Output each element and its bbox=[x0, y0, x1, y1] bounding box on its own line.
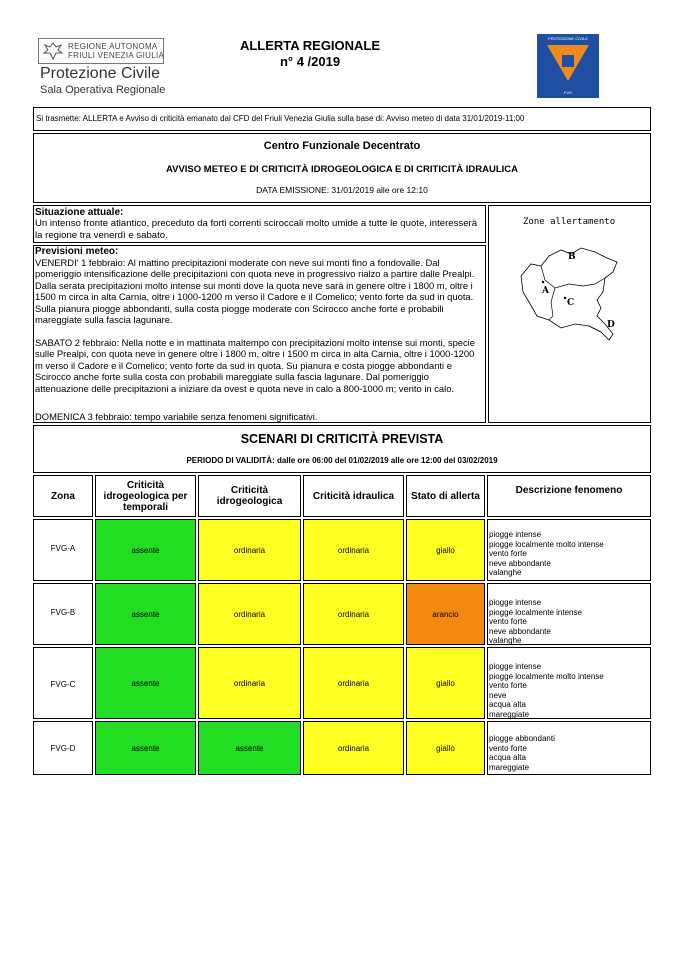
eagle-icon bbox=[42, 41, 64, 61]
table-row-idraulica: ordinaria bbox=[303, 519, 404, 581]
header-idraulica: Criticità idraulica bbox=[303, 475, 404, 517]
region-logo bbox=[38, 38, 166, 98]
cfd-title: Centro Funzionale Decentrato bbox=[263, 140, 421, 152]
scenari-box bbox=[33, 425, 651, 473]
region-line-2: FRIULI VENEZIA GIULIA bbox=[68, 51, 165, 60]
table-row-temporali: assente bbox=[95, 647, 196, 719]
desc-line: vento forte bbox=[489, 743, 527, 753]
forecast-saturday: SABATO 2 febbraio: Nella notte e in mattinata maltempo con precipitazioni molto intense sui monti, specie sulle Prealpi, con quota neve in genere oltre i 1800 m, oltre i 1500 m circa in alta Carnia, oltre i 1000-1200 m verso il Cadore e il Comelico; vento forte da sud in quota. Su pianura e costa piogge abbondanti e Scirocco anche forte sulla costa con probabili mareggiate sulla fascia lagunare. Dal pomeriggio attenuazione delle precipitazioni a iniziare da ovest e quota neve in calo a 800-1000 m; vento in calo. bbox=[35, 337, 475, 394]
emblem-line-2: FVG bbox=[563, 90, 573, 95]
zone-c-label: C bbox=[567, 298, 575, 308]
desc-line: acqua alta bbox=[489, 700, 526, 709]
desc-line: mareggiate bbox=[489, 709, 530, 719]
header-zona: Zona bbox=[33, 475, 93, 517]
table-row-temporali: assente bbox=[95, 519, 196, 581]
table-row-zone: FVG-C bbox=[33, 647, 93, 719]
forecast-friday: VENERDI' 1 febbraio: Al mattino precipitazioni moderate con neve sui monti fino a fondovalle. Dal pomeriggio intensificazione delle precipitazioni con quota neve in progressivo rialzo a partire dalle Prealpi. Dalla serata precipitazioni molto intense sui monti dove la quota neve sarà in genere oltre i 1800 m, oltre i 1500 m circa in alta Carnia, oltre i 1000-1200 m verso il Cadore e il Comelico; vento forte da sud in quota. Sulla pianura piogge abbondanti, sulla costa piogge moderate con Scirocco anche forte e probabili mareggiate sulla fascia lagunare. bbox=[35, 257, 475, 326]
transmit-text: Si trasmette: ALLERTA e Avviso di criticità emanato dal CFD del Friuli Venezia Giulia sulla base di: Avviso meteo di data 31/01/2019-11:00 bbox=[36, 114, 525, 123]
desc-line: piogge localmente intense bbox=[489, 607, 582, 617]
transmit-box bbox=[33, 107, 651, 131]
desc-line: vento forte bbox=[489, 617, 527, 626]
desc-line: neve bbox=[489, 690, 507, 700]
table-row-stato: giallo bbox=[406, 721, 485, 775]
emblem-line-1: PROTEZIONE CIVILE bbox=[548, 36, 588, 41]
zone-a-label: A bbox=[542, 286, 549, 296]
desc-line: valanghe bbox=[489, 568, 522, 577]
validity-period: PERIODO DI VALIDITÀ: dalle ore 06:00 del 01/02/2019 alle ore 12:00 del 03/02/2019 bbox=[186, 456, 498, 465]
header-stato: Stato di allerta bbox=[406, 475, 485, 517]
map-box bbox=[488, 205, 651, 423]
alert-number: n° 4 /2019 bbox=[279, 54, 341, 69]
forecast-box bbox=[33, 245, 486, 423]
table-row-idrogeologica: ordinaria bbox=[198, 519, 301, 581]
desc-line: acqua alta bbox=[489, 753, 526, 762]
org-name: Protezione Civile bbox=[40, 65, 161, 82]
table-row-descrizione bbox=[487, 721, 651, 775]
table-row-zone: FVG-D bbox=[33, 721, 93, 775]
table-row-idraulica: ordinaria bbox=[303, 583, 404, 645]
table-row-temporali: assente bbox=[95, 583, 196, 645]
table-row-idraulica: ordinaria bbox=[303, 721, 404, 775]
table-row-stato: giallo bbox=[406, 519, 485, 581]
cfd-box bbox=[33, 133, 651, 203]
table-row-idrogeologica: ordinaria bbox=[198, 647, 301, 719]
forecast-sunday: DOMENICA 3 febbraio: tempo variabile senza fenomeni significativi. bbox=[35, 411, 318, 422]
situation-text: Un intenso fronte atlantico, preceduto da forti correnti sciroccali molto umide a tutte le quote, interesserà la regione tra venerdì e sabato. bbox=[35, 218, 478, 241]
org-sub: Sala Operativa Regionale bbox=[40, 84, 166, 96]
desc-line: vento forte bbox=[489, 681, 527, 690]
forecast-label: Previsioni meteo: bbox=[35, 246, 119, 257]
desc-line: mareggiate bbox=[489, 762, 530, 772]
page-title: ALLERTA REGIONALE bbox=[239, 38, 381, 53]
desc-line: piogge localmente molto intense bbox=[489, 539, 604, 549]
header-idrogeologica: Criticità idrogeologica bbox=[198, 475, 301, 517]
scenari-title: SCENARI DI CRITICITÀ PREVISTA bbox=[240, 432, 444, 446]
table-row-stato: giallo bbox=[406, 647, 485, 719]
civil-protection-emblem bbox=[537, 34, 599, 98]
table-row-zone: FVG-B bbox=[33, 583, 93, 645]
desc-line: vento forte bbox=[489, 549, 527, 558]
table-row-descrizione bbox=[487, 647, 651, 719]
triangle-emblem-icon bbox=[543, 41, 593, 91]
header-temporali: Criticità idrogeologica per temporali bbox=[95, 475, 196, 517]
desc-line: neve abbondante bbox=[489, 626, 551, 636]
emission-date: DATA EMISSIONE: 31/01/2019 alle ore 12:10 bbox=[256, 185, 428, 195]
table-row-descrizione bbox=[487, 519, 651, 581]
table-row-zone: FVG-A bbox=[33, 519, 93, 581]
header-descrizione: Descrizione fenomeno bbox=[487, 475, 651, 517]
situation-box bbox=[33, 205, 486, 243]
table-row-idraulica: ordinaria bbox=[303, 647, 404, 719]
desc-line: piogge localmente molto intense bbox=[489, 671, 604, 681]
cfd-subtitle: AVVISO METEO E DI CRITICITÀ IDROGEOLOGICA E DI CRITICITÀ IDRAULICA bbox=[165, 164, 519, 175]
zone-d-label: D bbox=[607, 320, 615, 330]
desc-line: piogge abbondanti bbox=[489, 734, 555, 743]
situation-label: Situazione attuale: bbox=[35, 207, 124, 218]
table-row-idrogeologica: assente bbox=[198, 721, 301, 775]
desc-line: piogge intense bbox=[489, 662, 542, 671]
zone-b-label: B bbox=[568, 252, 576, 262]
desc-line: piogge intense bbox=[489, 598, 542, 607]
table-row-descrizione bbox=[487, 583, 651, 645]
table-row-stato: arancio bbox=[406, 583, 485, 645]
map-title: Zone allertamento bbox=[523, 217, 616, 227]
desc-line: piogge intense bbox=[489, 530, 542, 539]
table-row-idrogeologica: ordinaria bbox=[198, 583, 301, 645]
table-row-temporali: assente bbox=[95, 721, 196, 775]
desc-line: neve abbondante bbox=[489, 558, 551, 568]
desc-line: valanghe bbox=[489, 636, 522, 645]
region-line-1: REGIONE AUTONOMA bbox=[68, 42, 158, 51]
